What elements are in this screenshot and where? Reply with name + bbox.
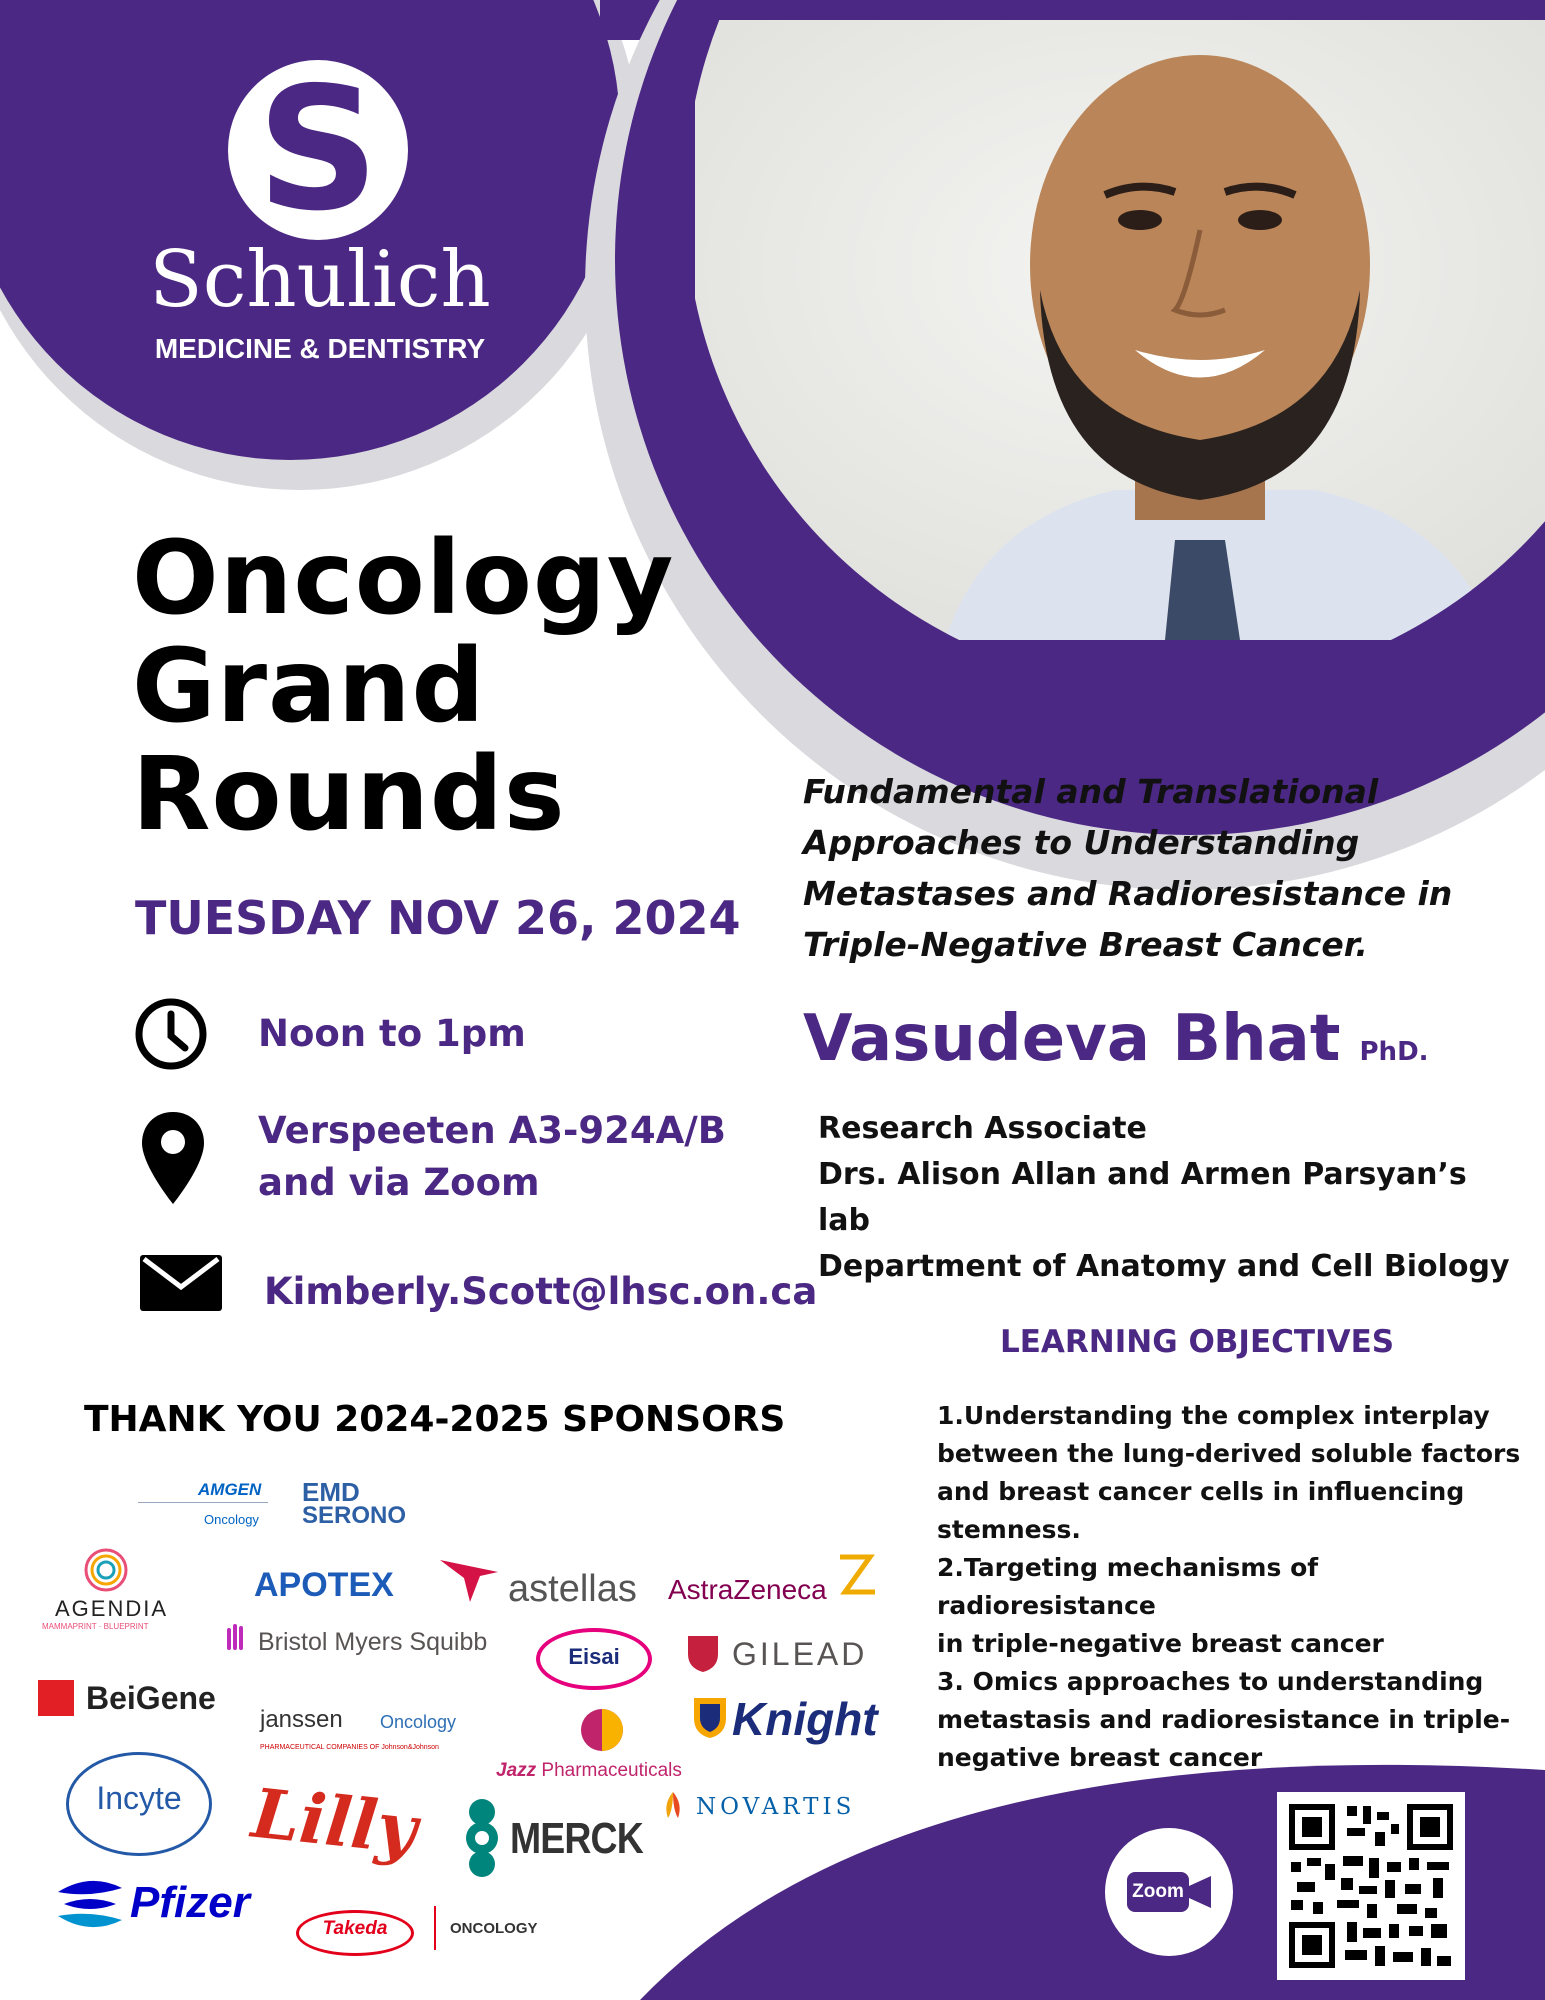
objective-line: between the lung-derived soluble factors (937, 1439, 1521, 1468)
jazz-logo-rest: Pharmaceuticals (541, 1760, 682, 1781)
takeda-logo-sub: ONCOLOGY (450, 1920, 538, 1937)
agendia-logo-sub: MAMMAPRINT · BLUEPRINT (42, 1622, 149, 1631)
zoom-button[interactable] (1105, 1828, 1233, 1956)
speaker-role: Drs. Alison Allan and Armen Parsyan’s lab (818, 1157, 1467, 1238)
objectives-heading: LEARNING OBJECTIVES (1000, 1324, 1395, 1360)
speaker-photo (695, 20, 1545, 640)
logo-name: Schulich (149, 235, 491, 325)
apotex-logo: APOTEX (254, 1566, 394, 1604)
zoom-camera-lens-icon (1189, 1874, 1213, 1910)
bms-hand-icon (226, 1622, 248, 1656)
beigene-logo-text: BeiGene (86, 1680, 216, 1716)
objective-line: in triple-negative breast cancer (937, 1629, 1384, 1658)
novartis-logo-text: NOVARTIS (696, 1794, 856, 1820)
talk-title-line: Fundamental and Translational (803, 772, 1379, 811)
objective-line: 2.Targeting mechanisms of radioresistance (937, 1553, 1319, 1620)
jazz-logo-text: Jazz (496, 1760, 537, 1781)
agendia-logo-text: AGENDIA (55, 1596, 169, 1621)
envelope-icon (140, 1255, 222, 1311)
bms-logo-text: Bristol Myers Squibb (258, 1628, 488, 1656)
event-title-line: Oncology (132, 519, 675, 638)
sponsors-heading: THANK YOU 2024-2025 SPONSORS (84, 1399, 786, 1440)
astrazeneca-swirl-icon (830, 1552, 880, 1602)
astrazeneca-logo-text: AstraZeneca (668, 1574, 827, 1605)
novartis-flame-icon (658, 1790, 688, 1822)
astellas-logo-text: astellas (508, 1568, 637, 1610)
objective-line: negative breast cancer (937, 1743, 1263, 1772)
speaker-degree: PhD. (1359, 1037, 1429, 1067)
event-title (132, 519, 752, 854)
objective-line: stemness. (937, 1515, 1081, 1544)
pfizer-logo-text: Pfizer (130, 1878, 250, 1927)
talk-title-line: Triple-Negative Breast Cancer. (803, 925, 1368, 964)
amgen-logo-text: AMGEN (198, 1480, 262, 1499)
speaker-role: Department of Anatomy and Cell Biology (818, 1249, 1510, 1284)
pfizer-helix-icon (54, 1872, 126, 1936)
zoom-label: Zoom (1132, 1881, 1184, 1902)
takeda-logo-text: Takeda (322, 1918, 388, 1939)
event-location (258, 1105, 726, 1209)
janssen-logo-text: janssen (260, 1706, 343, 1733)
contact-email[interactable]: Kimberly.Scott@lhsc.on.ca (264, 1270, 818, 1313)
gilead-shield-icon (686, 1634, 720, 1674)
janssen-logo-onc: Oncology (380, 1712, 457, 1732)
talk-title-line: Metastases and Radioresistance in (803, 874, 1453, 913)
objective-line: and breast cancer cells in influencing (937, 1477, 1465, 1506)
gilead-logo-text: GILEAD (732, 1636, 868, 1672)
eisai-logo-text: Eisai (568, 1644, 620, 1669)
astellas-star-icon (440, 1552, 500, 1604)
map-pin-icon (140, 1110, 206, 1206)
janssen-logo-sub: PHARMACEUTICAL COMPANIES OF Johnson&Johnson (260, 1744, 439, 1751)
objective-line: 1.Understanding the complex interplay (937, 1401, 1490, 1430)
speaker-roles (818, 1106, 1518, 1290)
event-time: Noon to 1pm (258, 1012, 526, 1055)
agendia-fingerprint-icon (84, 1548, 128, 1592)
logo-letter: S (256, 51, 380, 249)
knight-shield-icon (692, 1696, 728, 1740)
knight-logo-text: Knight (732, 1693, 878, 1745)
incyte-logo-text: Incyte (96, 1780, 182, 1816)
jazz-logo (496, 1760, 682, 1782)
beigene-icon (38, 1680, 74, 1716)
objective-line: 3. Omics approaches to understanding (937, 1667, 1484, 1696)
objectives-list (937, 1397, 1537, 1777)
clock-icon (133, 996, 209, 1072)
logo-subtitle: MEDICINE & DENTISTRY (154, 333, 486, 364)
qr-code-pattern (1277, 1792, 1465, 1980)
talk-title-line: Approaches to Understanding (803, 823, 1360, 862)
location-line: and via Zoom (258, 1161, 540, 1204)
emd-logo-line2: SERONO (302, 1502, 407, 1529)
speaker-name-block (803, 1002, 1429, 1076)
speaker-name: Vasudeva Bhat (803, 1002, 1341, 1076)
speaker-role: Research Associate (818, 1111, 1147, 1146)
event-title-line: Grand (132, 627, 486, 746)
event-date: TUESDAY NOV 26, 2024 (135, 891, 741, 945)
objective-line: metastasis and radioresistance in triple- (937, 1705, 1511, 1734)
sponsor-logos (0, 1460, 900, 2000)
event-title-line: Rounds (132, 735, 566, 854)
qr-code[interactable] (1277, 1792, 1465, 1980)
takeda-divider (434, 1906, 436, 1950)
jazz-emblem-icon (580, 1708, 624, 1752)
merck-icon (460, 1798, 504, 1878)
emd-logo-line1: EMD (302, 1477, 360, 1507)
lilly-logo: Lilly (248, 1773, 421, 1871)
schulich-logo (140, 50, 500, 380)
amgen-logo (138, 1502, 268, 1503)
amgen-logo-sub: Oncology (204, 1512, 259, 1527)
merck-logo-text: MERCK (510, 1814, 643, 1863)
talk-title (803, 766, 1523, 970)
location-line: Verspeeten A3-924A/B (258, 1109, 726, 1152)
